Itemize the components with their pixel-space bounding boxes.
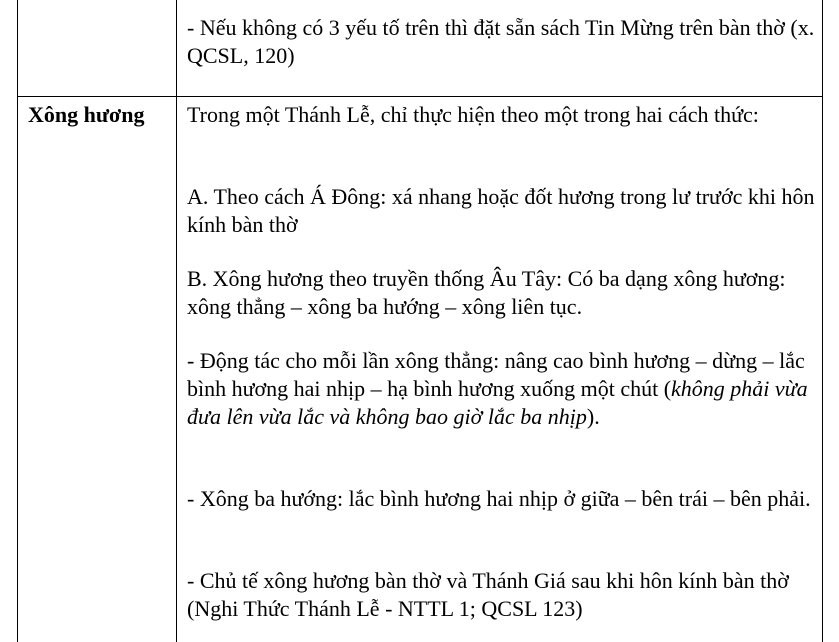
- motion-paragraph: [187, 347, 817, 431]
- motion-text: - Động tác cho mỗi lần xông thẳng: nâng cao bình hương – dừng – lắc bình hương hai nhịp – hạ bình hương xuống một chút (: [187, 348, 805, 401]
- row-divider: [17, 96, 823, 97]
- three-directions-paragraph: - Xông ba hướng: lắc bình hương hai nhịp ở giữa – bên trái – bên phải.: [187, 486, 811, 511]
- motion-italic-note: không phải vừa đưa lên vừa lắc và không bao giờ lắc ba nhịp: [187, 376, 808, 429]
- intro-paragraph: Trong một Thánh Lễ, chỉ thực hiện theo một trong hai cách thức:: [187, 102, 759, 127]
- top-row-text: - Nếu không có 3 yếu tố trên thì đặt sẵn sách Tin Mừng trên bàn thờ (x. QCSL, 120): [187, 15, 815, 68]
- motion-text-end: ).: [586, 404, 600, 429]
- row-label: Xông hương: [28, 102, 145, 127]
- item-b-paragraph: B. Xông hương theo truyền thống Âu Tây: Có ba dạng xông hương: xông thẳng – xông ba hướng – xông liên tục.: [187, 266, 786, 319]
- celebrant-paragraph: - Chủ tế xông hương bàn thờ và Thánh Giá sau khi hôn kính bàn thờ (Nghi Thức Thánh Lễ - NTTL 1; QCSL 123): [187, 568, 789, 621]
- item-a-paragraph: A. Theo cách Á Đông: xá nhang hoặc đốt hương trong lư trước khi hôn kính bàn thờ: [187, 184, 815, 237]
